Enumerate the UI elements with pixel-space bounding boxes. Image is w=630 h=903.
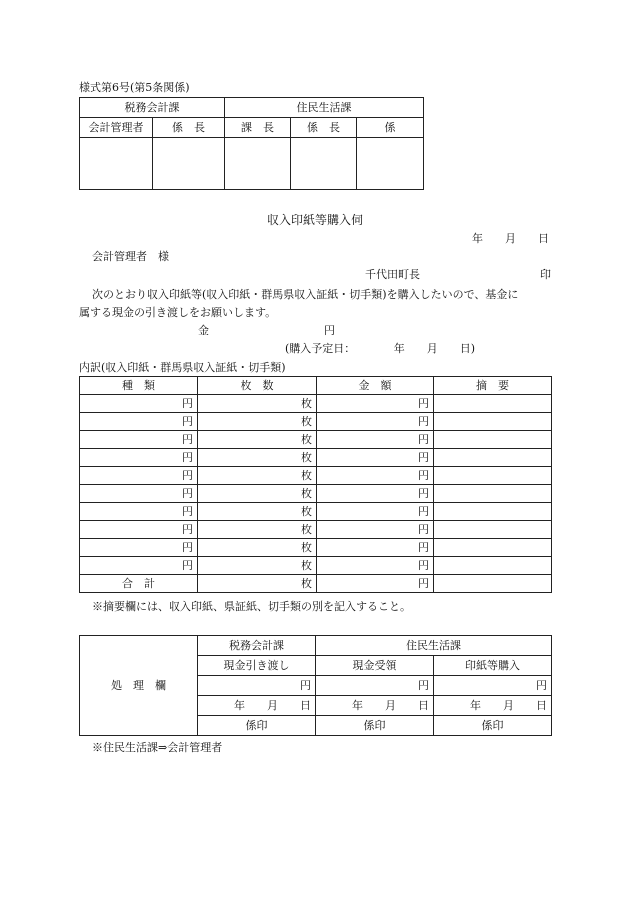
processing-col: 現金引き渡し: [198, 656, 316, 676]
count-cell[interactable]: 枚: [198, 539, 317, 557]
amount-cell[interactable]: 円: [317, 395, 434, 413]
type-cell[interactable]: 円: [80, 431, 198, 449]
remarks-cell[interactable]: [434, 413, 552, 431]
breakdown-row: [80, 485, 552, 503]
processing-col: 現金受領: [316, 656, 434, 676]
stamp-box[interactable]: [291, 138, 357, 190]
amount-cell[interactable]: 円: [317, 449, 434, 467]
breakdown-header: 種 類: [80, 377, 198, 395]
count-cell[interactable]: 枚: [198, 467, 317, 485]
stamp-box[interactable]: [153, 138, 225, 190]
approval-table: [79, 97, 424, 190]
body-text-1: 次のとおり収入印紙等(収入印紙・群馬県収入証紙・切手類)を購入したいので、基金に: [92, 288, 519, 301]
processing-col: 印紙等購入: [434, 656, 552, 676]
processing-table: [79, 635, 552, 736]
type-cell[interactable]: 円: [80, 467, 198, 485]
breakdown-row: [80, 557, 552, 575]
remarks-cell[interactable]: [434, 557, 552, 575]
count-cell[interactable]: 枚: [198, 395, 317, 413]
seal-mark: 印: [540, 268, 551, 281]
breakdown-row: [80, 467, 552, 485]
total-count-cell[interactable]: 枚: [198, 575, 317, 593]
routing-note: ※住民生活課⇒会計管理者: [92, 741, 223, 754]
count-cell[interactable]: 枚: [198, 413, 317, 431]
note-remarks: ※摘要欄には、収入印紙、県証紙、切手類の別を記入すること。: [92, 600, 411, 613]
count-cell[interactable]: 枚: [198, 485, 317, 503]
stamp-box[interactable]: [225, 138, 291, 190]
date-cell[interactable]: 年 月 日: [434, 696, 552, 716]
amount-cell[interactable]: 円: [317, 521, 434, 539]
approval-role: 会計管理者: [80, 118, 153, 138]
amount-cell[interactable]: 円: [317, 503, 434, 521]
processing-dept-1: 税務会計課: [198, 636, 316, 656]
breakdown-row: [80, 503, 552, 521]
breakdown-header: 枚 数: [198, 377, 317, 395]
sender: 千代田町長: [365, 268, 420, 281]
remarks-cell[interactable]: [434, 467, 552, 485]
processing-label: 処 理 欄: [80, 636, 198, 736]
total-label: 合 計: [80, 575, 198, 593]
amount-cell[interactable]: 円: [317, 431, 434, 449]
remarks-cell[interactable]: [434, 539, 552, 557]
count-cell[interactable]: 枚: [198, 521, 317, 539]
breakdown-header: 金 額: [317, 377, 434, 395]
total-amount-cell[interactable]: 円: [317, 575, 434, 593]
count-cell[interactable]: 枚: [198, 431, 317, 449]
stamp-box[interactable]: [80, 138, 153, 190]
approval-role: 係: [357, 118, 424, 138]
breakdown-row: [80, 521, 552, 539]
approval-dept-2: 住民生活課: [225, 98, 424, 118]
amount-cell[interactable]: 円: [317, 467, 434, 485]
stamp-cell[interactable]: 係印: [198, 716, 316, 736]
body-text-2: 属する現金の引き渡しをお願いします。: [79, 306, 277, 319]
count-cell[interactable]: 枚: [198, 503, 317, 521]
stamp-cell[interactable]: 係印: [316, 716, 434, 736]
date-cell[interactable]: 年 月 日: [316, 696, 434, 716]
breakdown-row: [80, 395, 552, 413]
amount-cell[interactable]: 円: [317, 413, 434, 431]
cash-yen-cell[interactable]: 円: [198, 676, 316, 696]
stamp-cell[interactable]: 係印: [434, 716, 552, 736]
count-cell[interactable]: 枚: [198, 449, 317, 467]
form-id: 様式第6号(第5条関係): [79, 81, 190, 94]
type-cell[interactable]: 円: [80, 539, 198, 557]
remarks-cell[interactable]: [434, 503, 552, 521]
approval-role: 課 長: [225, 118, 291, 138]
type-cell[interactable]: 円: [80, 449, 198, 467]
processing-dept-2: 住民生活課: [316, 636, 552, 656]
type-cell[interactable]: 円: [80, 413, 198, 431]
type-cell[interactable]: 円: [80, 557, 198, 575]
document-title: 収入印紙等購入伺: [266, 213, 363, 227]
count-cell[interactable]: 枚: [198, 557, 317, 575]
breakdown-table: [79, 376, 552, 593]
addressee: 会計管理者 様: [92, 250, 169, 263]
remarks-cell[interactable]: [434, 521, 552, 539]
breakdown-row: [80, 413, 552, 431]
type-cell[interactable]: 円: [80, 485, 198, 503]
amount-label: 金: [198, 324, 209, 337]
amount-cell[interactable]: 円: [317, 485, 434, 503]
date-line: 年 月 日: [472, 232, 549, 245]
amount-cell[interactable]: 円: [317, 557, 434, 575]
breakdown-row: [80, 431, 552, 449]
breakdown-row: [80, 449, 552, 467]
breakdown-title: 内訳(収入印紙・群馬県収入証紙・切手類): [79, 361, 286, 374]
cash-yen-cell[interactable]: 円: [434, 676, 552, 696]
breakdown-row: [80, 539, 552, 557]
stamp-box[interactable]: [357, 138, 424, 190]
date-cell[interactable]: 年 月 日: [198, 696, 316, 716]
amount-cell[interactable]: 円: [317, 539, 434, 557]
approval-dept-1: 税務会計課: [80, 98, 225, 118]
approval-role: 係 長: [291, 118, 357, 138]
remarks-cell[interactable]: [434, 485, 552, 503]
cash-yen-cell[interactable]: 円: [316, 676, 434, 696]
type-cell[interactable]: 円: [80, 395, 198, 413]
remarks-cell[interactable]: [434, 395, 552, 413]
total-row: [80, 575, 552, 593]
remarks-cell[interactable]: [434, 431, 552, 449]
remarks-cell[interactable]: [434, 449, 552, 467]
amount-unit: 円: [324, 324, 335, 337]
type-cell[interactable]: 円: [80, 503, 198, 521]
total-remarks-cell[interactable]: [434, 575, 552, 593]
type-cell[interactable]: 円: [80, 521, 198, 539]
breakdown-header: 摘 要: [434, 377, 552, 395]
purchase-date: (購入予定日： 年 月 日): [285, 342, 476, 355]
approval-role: 係 長: [153, 118, 225, 138]
